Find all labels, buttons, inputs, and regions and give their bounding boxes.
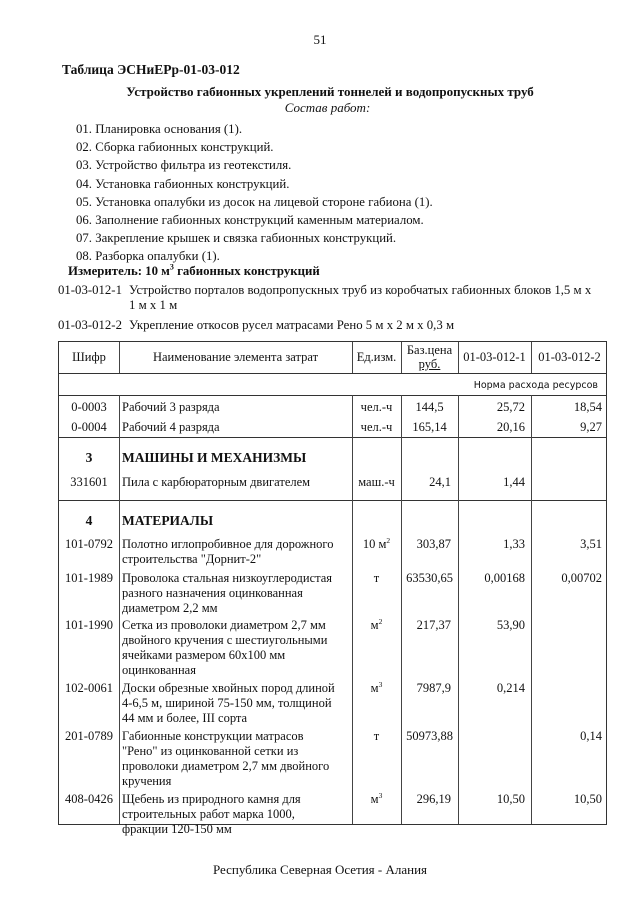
variant-code: 01-03-012-2 [58,318,122,332]
section-title: МАТЕРИАЛЫ [122,513,214,528]
resource-table: Шифр Наименование элемента затрат Ед.изм. Баз.цена руб. 01-03-012-1 01-03-012-2 Норма расхода ресурсов 0-0003 Рабочий 3 разряда чел.-ч 144,5 25,72 18,54 0-0004 Рабочий 4 разряда чел.-ч 165,14 20,16 9,27 3 МАШИНЫ И МЕХАНИЗМЫ 331601 Пила с карбюраторным двигателем маш.-ч 24,1 1,44 4 МАТЕРИАЛЫ 101-0792 Полотно иглопробивное для дорожного строительства "Дорнит-2" 10 $м^2$ 303,87 1,33 3,51 101-1989 Проволока стальная низкоуглеродистая разного назначения оцинкованная диаметром 2,2 мм т 63530,65 0,00168 0,00702 101-1990 Сетка из проволоки диаметром 2,7 мм двойного кручения с шестиугольными ячейками размером 60х100 мм оцинкованная $м^2$ 217,37 53,90 102-0061 Доски обрезные хвойных пород длиной 4-6,5 м, шириной 75-150 мм, толщиной 44 мм и более, III сорта $м^3$ 7987,9 0,214 201-0789 Габионные конструкции матрасов "Рено" из оцинкованной сетки из проволоки диаметром 2,7 мм двойного кручения т 50973,88 0,14 408-0426 Щебень из природного камня для строительных работ марка 1000, фракции 120-150 мм $м^3$ 296,19 10,50 10,50 [58,341,607,825]
work-item: 01. Планировка основания (1). [76,122,243,136]
header-variant-1: 01-03-012-1 [463,350,526,364]
divider [59,437,606,438]
variant-desc: Укрепление откосов русел матрасами Рено 5 м х 2 м х 0,3 м [129,318,455,332]
work-item: 02. Сборка габионных конструкций. [76,140,274,155]
header-variant-2: 01-03-012-2 [538,350,601,364]
work-item: 06. Заполнение габионных конструкций каменным материалом. [76,212,424,227]
divider [352,395,353,824]
header-code: Шифр [72,350,106,364]
section-number: 4 [85,513,93,528]
variant-2 [58,318,618,333]
divider [59,373,606,374]
table-title: Устройство габионных укреплений тоннелей и водопропускных труб [126,84,534,99]
header-name: Наименование элемента затрат [152,350,319,364]
header-price: Баз.цена руб. [406,343,453,371]
work-item: 03. Устройство фильтра из геотекстиля. [76,158,292,173]
variant-desc: Устройство порталов водопропускных труб из коробчатых габионных блоков 1,5 м х 1 м х 1 м [129,283,592,312]
divider [59,500,606,501]
meter-line: Измеритель: 10 $м^3$ габионных конструкций [68,262,320,278]
page-number: 51 [313,32,327,47]
section-title: МАШИНЫ И МЕХАНИЗМЫ [122,450,307,465]
divider [119,395,120,824]
divider [531,395,532,824]
section-number: 3 [85,450,93,465]
norm-label: Норма расхода ресурсов [473,380,598,391]
composition-title: Состав работ: [284,100,371,115]
work-item: 04. Установка габионных конструкций. [76,176,290,191]
page-footer: Республика Северная Осетия - Алания [212,862,428,877]
divider [59,395,606,396]
variant-1 [58,283,618,313]
work-item: 08. Разборка опалубки (1). [76,249,220,264]
header-unit: Ед.изм. [356,350,397,364]
variant-code: 01-03-012-1 [58,283,122,297]
divider [458,395,459,824]
work-item: 07. Закрепление крышек и связка габионных конструкций. [76,231,397,246]
work-list [76,120,433,266]
divider [401,395,402,824]
table-id: Таблица ЭСНиЕРр-01-03-012 [62,62,240,77]
work-item: 05. Установка опалубки из досок на лицевой стороне габиона (1). [76,194,433,209]
